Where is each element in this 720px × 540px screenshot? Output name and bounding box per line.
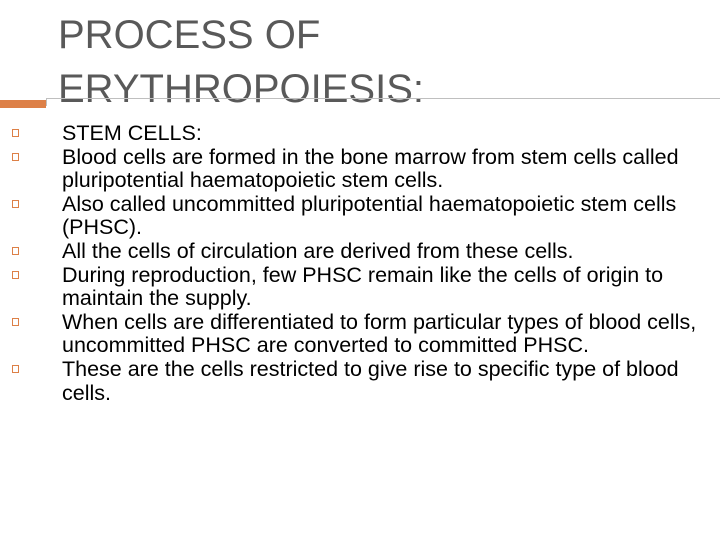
bullet-text: Also called uncommitted pluripotential haematopoietic stem cells (PHSC). [62, 191, 677, 240]
title-divider [0, 98, 720, 108]
square-bullet-icon [12, 200, 19, 208]
bullet-text: These are the cells restricted to give rise to specific type of blood cells. [62, 356, 679, 405]
slide-title: PROCESS OF ERYTHROPOIESIS: [58, 13, 425, 111]
square-bullet-icon [12, 129, 19, 137]
bullet-text: STEM CELLS: [62, 121, 202, 145]
square-bullet-icon [12, 153, 19, 161]
bullet-item [0, 240, 720, 264]
bullet-item [0, 358, 720, 405]
bullet-text: During reproduction, few PHSC remain like the cells of origin to maintain the supply. [62, 262, 664, 311]
bullet-text: When cells are differentiated to form particular types of blood cells, uncommitted PHSC are converted to committed PHSC. [62, 309, 697, 358]
divider-line [46, 98, 720, 106]
square-bullet-icon [12, 318, 19, 326]
square-bullet-icon [12, 271, 19, 279]
bullet-item [0, 146, 720, 193]
bullet-item [0, 193, 720, 240]
bullet-text: All the cells of circulation are derived from these cells. [62, 238, 574, 263]
bullet-item [0, 264, 720, 311]
bullet-item [0, 122, 720, 146]
square-bullet-icon [12, 247, 19, 255]
bullet-list [0, 122, 720, 405]
bullet-text: Blood cells are formed in the bone marrow from stem cells called pluripotential haematopoietic stem cells. [62, 144, 679, 193]
divider-accent-bar [0, 100, 46, 108]
bullet-item [0, 311, 720, 358]
square-bullet-icon [12, 365, 19, 373]
